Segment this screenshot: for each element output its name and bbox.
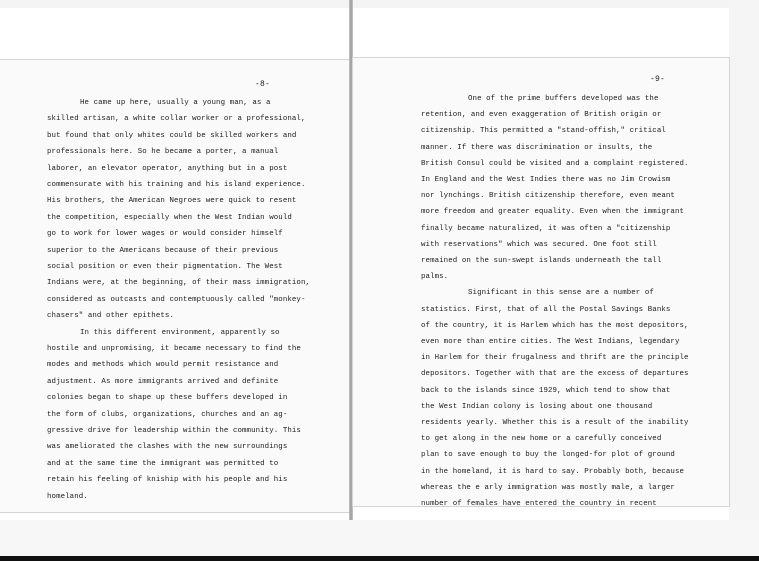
scan-right-margin — [729, 0, 759, 561]
text-line: He came up here, usually a young man, as a — [80, 99, 271, 107]
text-line: in Harlem for their frugalness and thrift are the principle — [421, 354, 689, 363]
page-number: -9- — [650, 75, 666, 84]
text-line: skilled artisan, a white collar worker or a professional, — [47, 115, 306, 124]
text-line: whereas the e arly immigration was mostly male, a larger — [421, 483, 675, 492]
text-line: Indians were, at the beginning, of their mass immigration, — [47, 279, 311, 288]
text-line: was ameliorated the clashes with the new surroundings — [47, 443, 288, 452]
text-line: depositors. Together with that are the excess of departures — [421, 370, 689, 379]
text-line: statistics. First, that of all the Postal Savings Banks — [421, 305, 671, 314]
text-line: of the country, it is Harlem which has the most depositors, — [421, 321, 689, 330]
text-line: hostile and unpromising, it became necessary to find the — [47, 345, 301, 353]
text-line: modes and methods which would permit resistance and — [47, 361, 279, 370]
left-page — [0, 60, 349, 512]
scan-top-edge — [0, 0, 759, 8]
text-line: palms. — [421, 273, 449, 282]
text-line: social position or even their pigmentation. The West — [47, 263, 283, 271]
text-line: laborer, an elevator operator, anything but in a post — [47, 164, 288, 173]
text-line: His brothers, the American Negroes were quick to resent — [47, 197, 297, 206]
text-line: manner. If there was discrimination or insults, the — [421, 143, 653, 152]
text-line: superior to the Americans because of their previous — [47, 246, 279, 255]
text-line: remained on the sun-swept islands underneath the tall — [421, 257, 662, 265]
scan-bottom-margin — [0, 520, 759, 561]
page-number: -8- — [255, 80, 271, 89]
text-line: commensurate with his training and his island experience. — [47, 181, 306, 189]
right-page — [353, 58, 729, 506]
text-line: British Consul could be visited and a complaint registered. — [421, 159, 689, 168]
text-line: the competition, especially when the West Indian would — [47, 213, 292, 222]
text-line: number of females have entered the country in recent — [421, 500, 657, 508]
text-line: but found that only whites could be skilled workers and — [47, 131, 297, 140]
text-line: back to the islands since 1929, which tend to show that — [421, 386, 671, 395]
text-line: colonies began to shape up these buffers developed in — [47, 394, 288, 403]
text-line: in the homeland, it is hard to say. Probably both, because — [421, 467, 685, 476]
text-line: gressive drive for leadership within the community. This — [47, 427, 301, 435]
text-line: with reservations" which was secured. One foot still — [421, 240, 657, 249]
text-line: and at the same time the immigrant was permitted to — [47, 459, 279, 468]
text-line: chasers" and other epithets. — [47, 312, 174, 321]
text-line: plan to save enough to buy the longed-for plot of ground — [421, 451, 675, 460]
text-line: nor lynchings. British citizenship therefore, even meant — [421, 192, 675, 201]
text-line: retain his feeling of kniship with his people and his — [47, 476, 288, 485]
text-line: more freedom and greater equality. Even when the immigrant — [421, 208, 685, 217]
text-line: One of the prime buffers developed was the — [468, 95, 659, 103]
text-line: the West Indian colony is losing about one thousand — [421, 402, 653, 411]
text-line: finally became naturalized, it was often a "citizenship — [421, 224, 671, 233]
text-line: residents yearly. Whether this is a result of the inability — [421, 419, 689, 427]
text-line: retention, and even exaggeration of British origin or — [421, 111, 662, 120]
text-line: even more than entire cities. The West Indians, legendary — [421, 338, 680, 346]
scan-bottom-edge — [0, 556, 759, 561]
text-line: go to work for lower wages or would consider himself — [47, 230, 283, 239]
text-line: professionals here. So he became a porter, a manual — [47, 148, 279, 157]
text-line: In England and the West Indies there was no Jim Crowism — [421, 176, 671, 184]
text-line: homeland. — [47, 492, 88, 501]
text-line: citizenship. This permitted a "stand-offish," critical — [421, 127, 666, 136]
text-line: considered as outcasts and contemptuously called "monkey- — [47, 295, 306, 304]
text-line: the form of clubs, organizations, churches and an ag- — [47, 410, 288, 419]
text-line: to get along in the new home or a carefully conceived — [421, 435, 662, 444]
text-line: Significant in this sense are a number of — [468, 289, 654, 298]
text-line: adjustment. As more immigrants arrived and definite — [47, 377, 279, 386]
text-line: In this different environment, apparently so — [80, 328, 280, 337]
